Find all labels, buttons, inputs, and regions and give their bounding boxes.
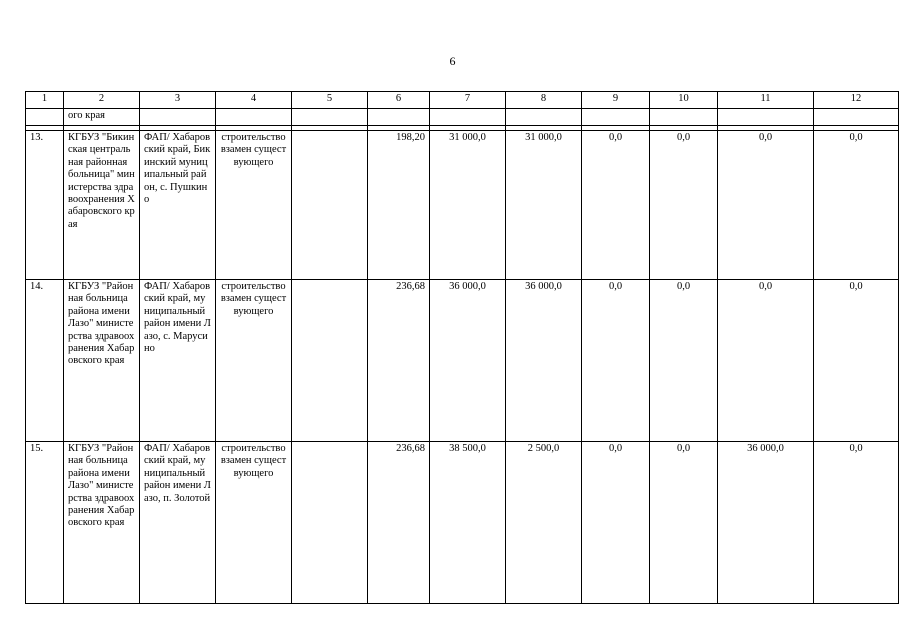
header-cell: 7 bbox=[430, 92, 506, 109]
row-number: 14. bbox=[26, 280, 64, 442]
col5-cell bbox=[292, 442, 368, 604]
continuation-text: ого края bbox=[64, 109, 140, 126]
header-cell: 10 bbox=[650, 92, 718, 109]
table-row bbox=[26, 280, 899, 442]
col11-cell: 0,0 bbox=[718, 280, 814, 442]
table-row bbox=[26, 442, 899, 604]
col8-cell: 31 000,0 bbox=[506, 131, 582, 280]
row-number: 13. bbox=[26, 131, 64, 280]
area-cell: 236,68 bbox=[368, 280, 430, 442]
work-type-cell: строительство взамен существующего bbox=[216, 280, 292, 442]
total-cell: 38 500,0 bbox=[430, 442, 506, 604]
row-number: 15. bbox=[26, 442, 64, 604]
header-cell: 9 bbox=[582, 92, 650, 109]
col11-cell: 0,0 bbox=[718, 131, 814, 280]
header-cell: 11 bbox=[718, 92, 814, 109]
col10-cell: 0,0 bbox=[650, 131, 718, 280]
table-header-row bbox=[26, 92, 899, 109]
header-cell: 12 bbox=[814, 92, 899, 109]
col9-cell: 0,0 bbox=[582, 131, 650, 280]
header-cell: 5 bbox=[292, 92, 368, 109]
page-number: 6 bbox=[449, 54, 456, 68]
col10-cell: 0,0 bbox=[650, 442, 718, 604]
col12-cell: 0,0 bbox=[814, 131, 899, 280]
area-cell: 198,20 bbox=[368, 131, 430, 280]
location-cell: ФАП/ Хабаровский край, Бикинский муниципальный район, с. Пушкино bbox=[140, 131, 216, 280]
location-cell: ФАП/ Хабаровский край, муниципальный район имени Лазо, с. Марусино bbox=[140, 280, 216, 442]
area-cell: 236,68 bbox=[368, 442, 430, 604]
col8-cell: 2 500,0 bbox=[506, 442, 582, 604]
organization-cell: КГБУЗ "Бикинская центральная районная больница" министерства здравоохранения Хабаровского края bbox=[64, 131, 140, 280]
table-row bbox=[26, 131, 899, 280]
header-cell: 4 bbox=[216, 92, 292, 109]
col5-cell bbox=[292, 280, 368, 442]
data-table bbox=[25, 91, 899, 604]
col12-cell: 0,0 bbox=[814, 442, 899, 604]
total-cell: 36 000,0 bbox=[430, 280, 506, 442]
total-cell: 31 000,0 bbox=[430, 131, 506, 280]
col12-cell: 0,0 bbox=[814, 280, 899, 442]
col10-cell: 0,0 bbox=[650, 280, 718, 442]
location-cell: ФАП/ Хабаровский край, муниципальный район имени Лазо, п. Золотой bbox=[140, 442, 216, 604]
col9-cell: 0,0 bbox=[582, 280, 650, 442]
header-cell: 8 bbox=[506, 92, 582, 109]
col8-cell: 36 000,0 bbox=[506, 280, 582, 442]
continuation-row bbox=[26, 109, 899, 126]
work-type-cell: строительство взамен существующего bbox=[216, 131, 292, 280]
header-cell: 3 bbox=[140, 92, 216, 109]
header-cell: 6 bbox=[368, 92, 430, 109]
col11-cell: 36 000,0 bbox=[718, 442, 814, 604]
header-cell: 2 bbox=[64, 92, 140, 109]
work-type-cell: строительство взамен существующего bbox=[216, 442, 292, 604]
header-cell: 1 bbox=[26, 92, 64, 109]
organization-cell: КГБУЗ "Районная больница района имени Лазо" министерства здравоохранения Хабаровского края bbox=[64, 442, 140, 604]
organization-cell: КГБУЗ "Районная больница района имени Лазо" министерства здравоохранения Хабаровского края bbox=[64, 280, 140, 442]
col9-cell: 0,0 bbox=[582, 442, 650, 604]
col5-cell bbox=[292, 131, 368, 280]
